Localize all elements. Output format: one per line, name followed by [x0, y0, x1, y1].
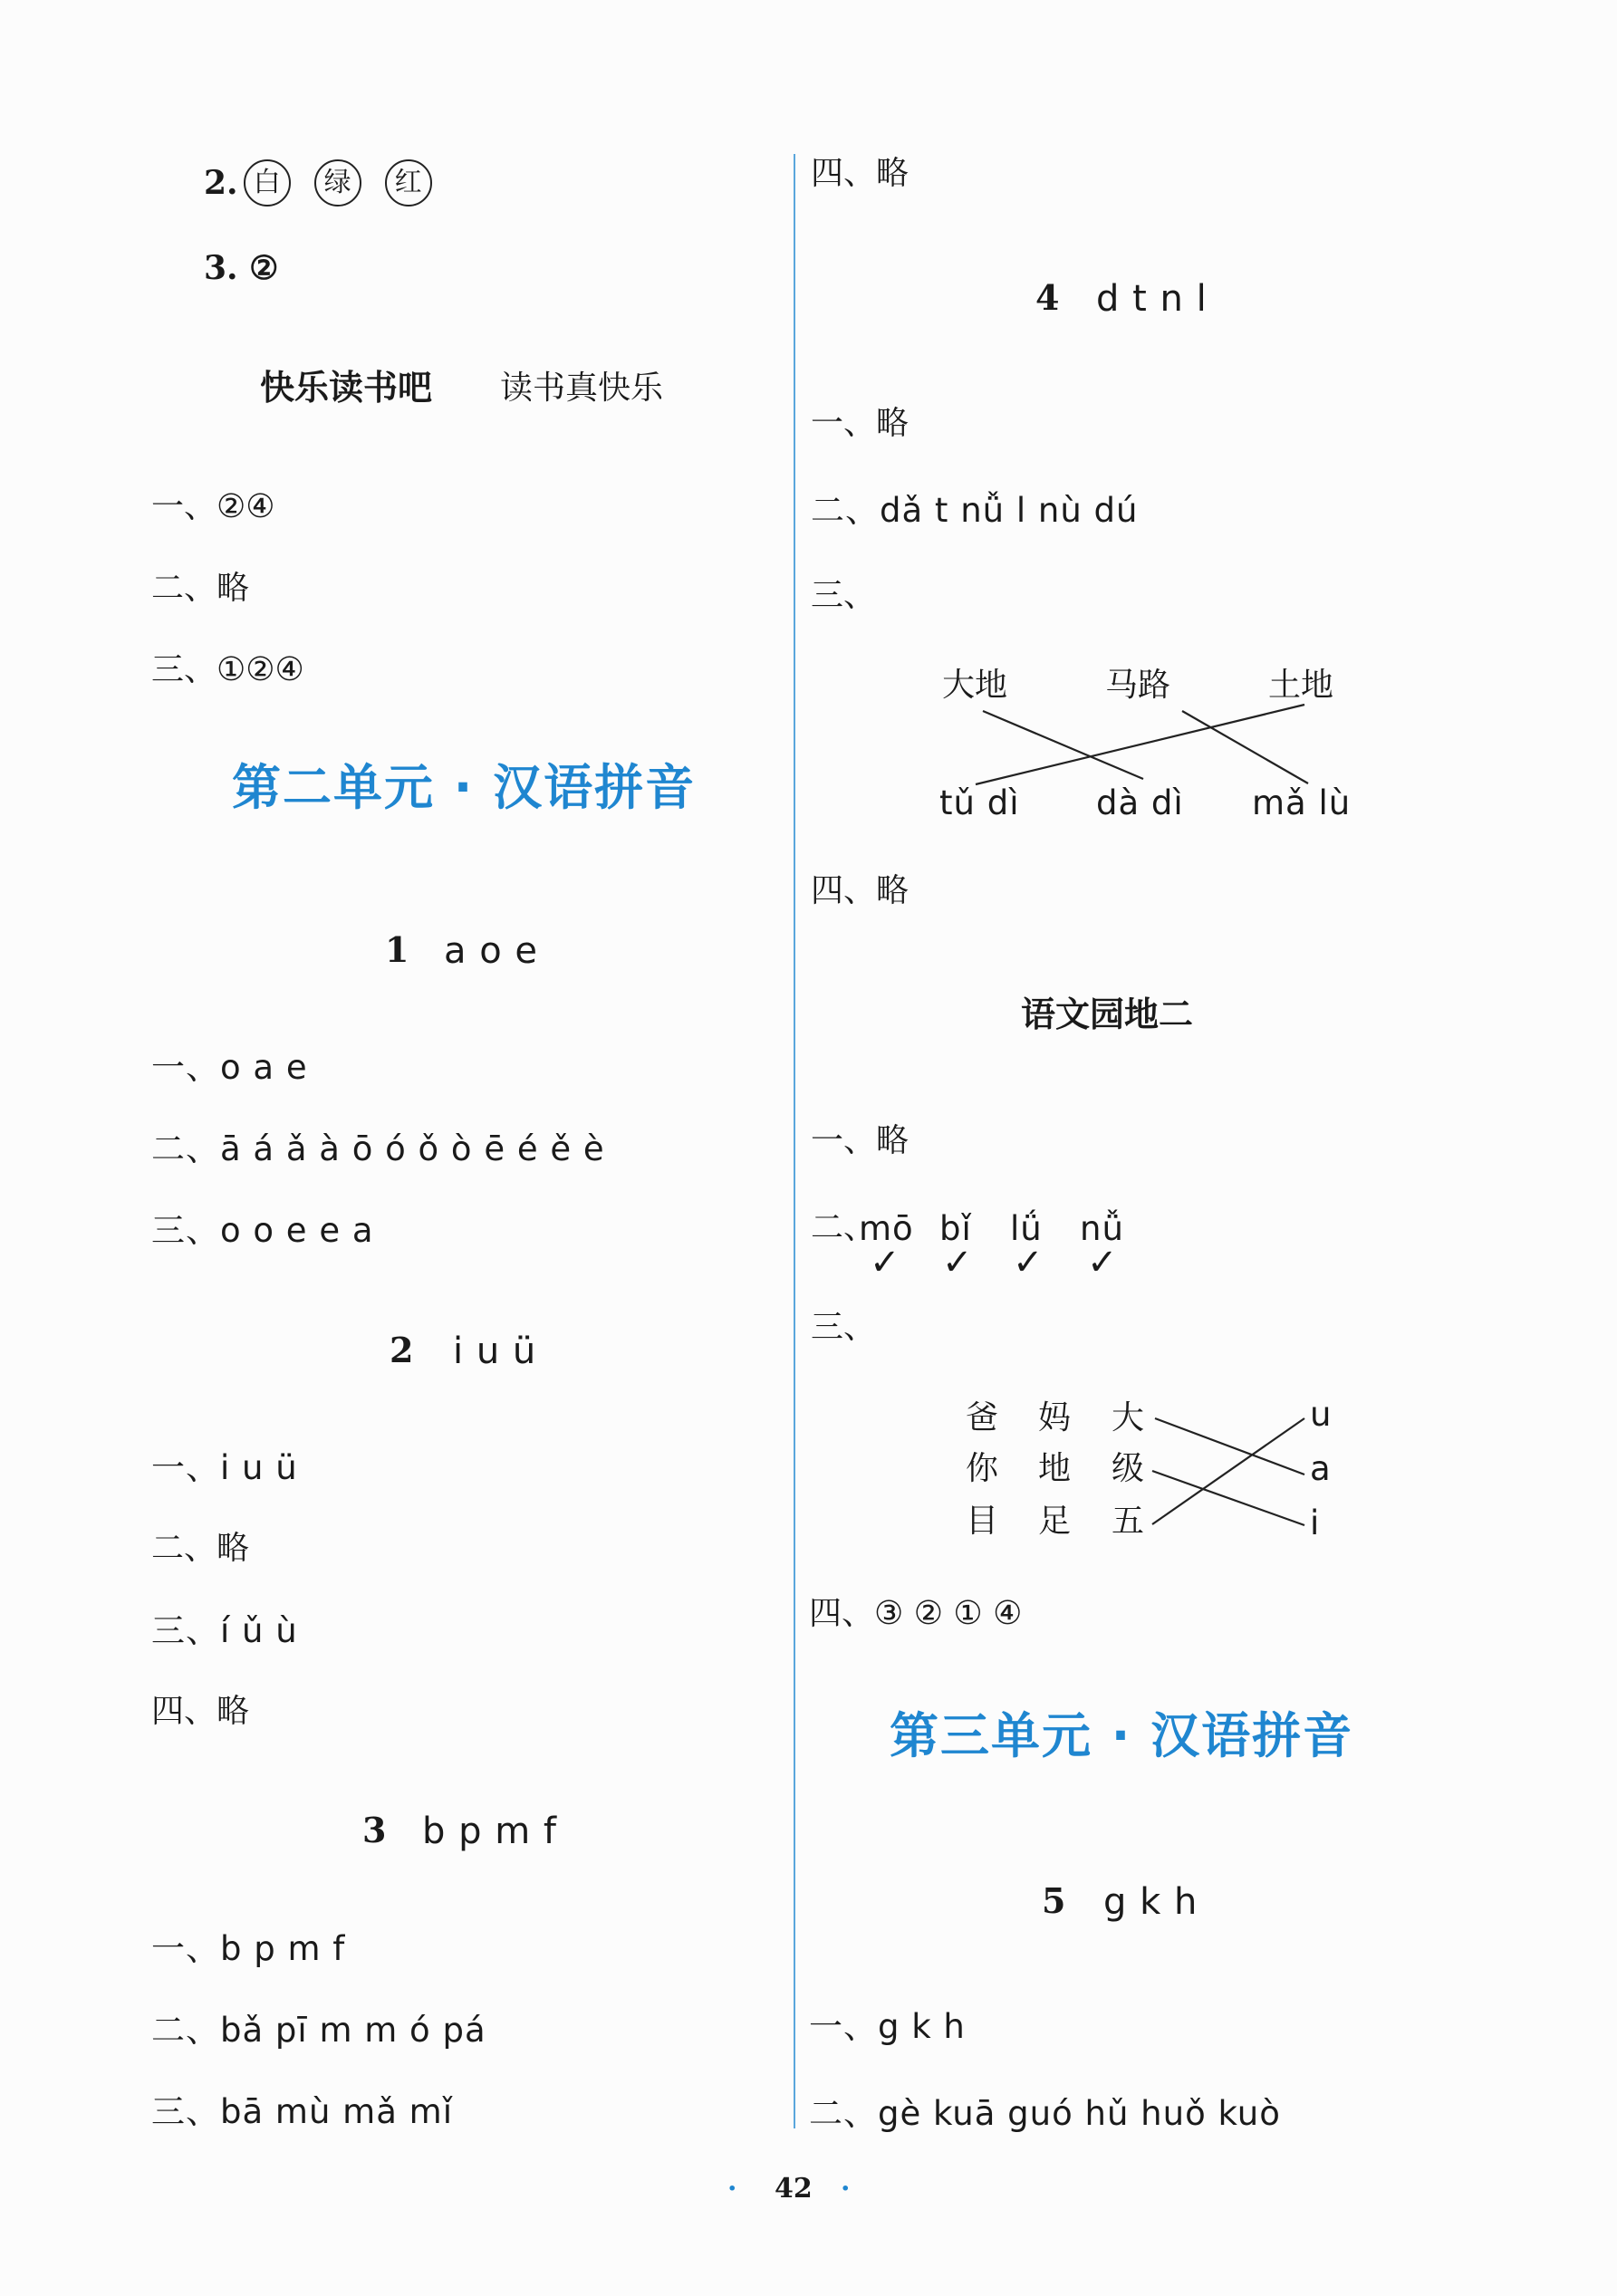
answer-line: 一、略 [811, 405, 910, 442]
answer-line: 一、o a e [151, 1048, 308, 1087]
lesson-title: a o e [444, 930, 539, 972]
q3-answer: 3. ② [204, 249, 279, 287]
lesson-number: 3 [362, 1810, 387, 1850]
check-mark-icon: ✓ [870, 1242, 900, 1283]
answer-line: 一、略 [811, 1122, 910, 1159]
lesson-number: 4 [1035, 277, 1060, 318]
grid-char: 目 [966, 1503, 999, 1540]
grid-char: 级 [1112, 1450, 1145, 1487]
check-mark-icon: ✓ [942, 1242, 973, 1283]
final-letter: i [1310, 1503, 1321, 1542]
match-line [1182, 711, 1308, 783]
section-title: 语文园地二 [1021, 994, 1194, 1034]
answer-line: 二、 [811, 1209, 877, 1246]
grid-char: 妈 [1038, 1399, 1072, 1436]
match-line [976, 705, 1304, 784]
answer-line: 二、bǎ pī m m ó pá [151, 2011, 486, 2050]
q2-answer: 2. 白 绿 红 [204, 159, 456, 207]
answer-line: 一、g k h [809, 2007, 966, 2046]
unit-title: 第二单元 · 汉语拼音 [232, 759, 697, 816]
grid-char: 爸 [966, 1399, 999, 1436]
lesson-title: b p m f [422, 1811, 557, 1852]
match-pinyin: mǎ lù [1252, 783, 1352, 822]
answer-line: 四、略 [811, 155, 910, 192]
answer-line: 一、i u ü [151, 1448, 298, 1487]
answer-line: 三、o o e e a [151, 1211, 374, 1250]
pinyin-item: mō [859, 1209, 914, 1248]
match-pinyin: dà dì [1096, 783, 1184, 822]
match-line [1152, 1471, 1304, 1525]
final-letter: u [1310, 1395, 1333, 1434]
answer-line: 四、略 [811, 872, 910, 909]
pinyin-item: lǘ [1010, 1209, 1043, 1248]
lesson-title: d t n l [1096, 278, 1208, 320]
match-pinyin: tǔ dì [939, 783, 1020, 822]
lesson-title: g k h [1103, 1881, 1198, 1923]
grid-char: 地 [1038, 1450, 1072, 1487]
answer-line: 二、dǎ t nǚ l nù dú [811, 491, 1139, 530]
answer-line: 二、ā á ǎ à ō ó ǒ ò ē é ě è [151, 1129, 605, 1168]
reading-subtitle: 读书真快乐 [500, 370, 664, 407]
answer-line: 三、bā mù mǎ mǐ [151, 2092, 453, 2131]
answer-line: 二、略 [151, 570, 250, 607]
grid-char: 足 [1038, 1503, 1072, 1540]
page-number: 42 [775, 2173, 813, 2205]
answer-line: 三、 [811, 1309, 877, 1346]
grid-char: 五 [1112, 1503, 1145, 1540]
match-word: 马路 [1105, 667, 1171, 704]
lesson-title: i u ü [453, 1331, 537, 1372]
lesson-number: 5 [1042, 1880, 1066, 1921]
pinyin-item: bǐ [939, 1209, 972, 1248]
pinyin-item: nǚ [1080, 1209, 1124, 1248]
reading-title: 快乐读书吧 [260, 367, 433, 408]
footer-dot: · [727, 2173, 737, 2205]
match-line [1152, 1418, 1304, 1524]
answer-line: 四、略 [151, 1693, 250, 1730]
circled-char: 绿 [314, 159, 361, 207]
check-mark-icon: ✓ [1087, 1242, 1118, 1283]
footer-dot: · [841, 2173, 851, 2205]
check-mark-icon: ✓ [1013, 1242, 1044, 1283]
answer-line: 二、gè kuā guó hǔ huǒ kuò [809, 2094, 1281, 2133]
answer-line: 四、③ ② ① ④ [809, 1595, 1023, 1632]
grid-char: 大 [1112, 1399, 1145, 1436]
match-word: 大地 [942, 667, 1008, 704]
answer-line: 一、②④ [151, 488, 275, 525]
answer-line: 一、b p m f [151, 1929, 346, 1968]
answer-line: 三、í ǔ ù [151, 1611, 298, 1650]
lesson-number: 1 [385, 929, 409, 970]
final-letter: a [1310, 1449, 1332, 1488]
match-line [1155, 1418, 1304, 1475]
circled-char: 红 [385, 159, 432, 207]
answer-line: 三、①②④ [151, 651, 304, 688]
answer-line: 三、 [811, 577, 877, 614]
match-line [983, 711, 1143, 779]
answer-line: 二、略 [151, 1530, 250, 1567]
match-word: 土地 [1268, 667, 1334, 704]
unit-title: 第三单元 · 汉语拼音 [890, 1707, 1354, 1764]
lesson-number: 2 [390, 1330, 414, 1370]
circled-char: 白 [244, 159, 291, 207]
grid-char: 你 [966, 1450, 999, 1487]
